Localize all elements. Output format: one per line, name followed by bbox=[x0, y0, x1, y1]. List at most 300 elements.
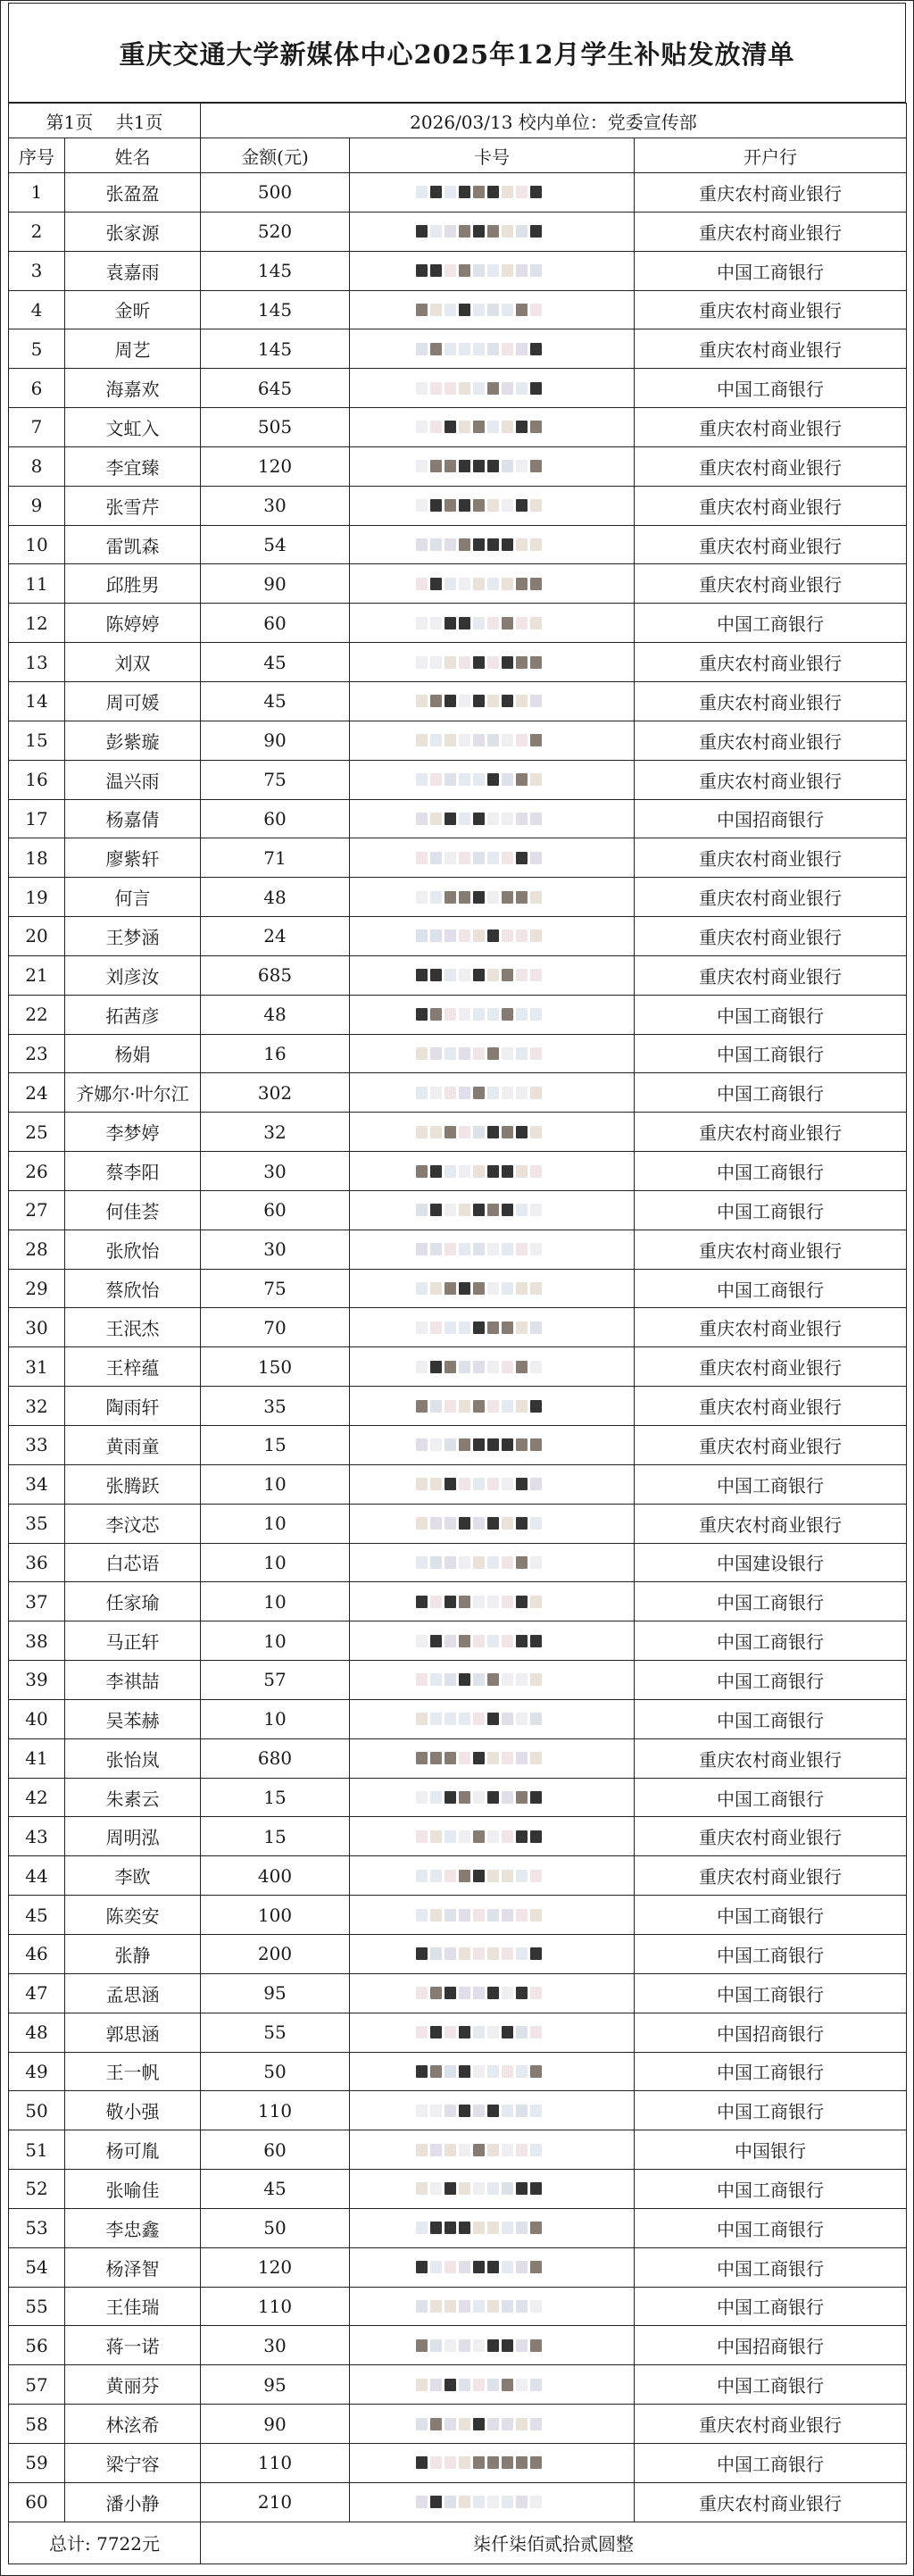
row-bank: 重庆农村商业银行 bbox=[635, 1113, 907, 1152]
row-bank: 中国工商银行 bbox=[635, 1621, 907, 1661]
redacted-card-number bbox=[416, 617, 568, 629]
header-no: 序号 bbox=[9, 138, 65, 173]
row-card bbox=[350, 1738, 635, 1778]
row-no: 45 bbox=[9, 1896, 65, 1935]
row-amount: 120 bbox=[201, 2247, 350, 2287]
row-no: 51 bbox=[9, 2130, 65, 2170]
row-name: 白芯语 bbox=[65, 1543, 201, 1582]
header-amount: 金额(元) bbox=[201, 138, 350, 173]
row-card bbox=[350, 878, 635, 917]
row-bank: 中国工商银行 bbox=[635, 604, 907, 643]
row-card bbox=[350, 2287, 635, 2326]
redacted-card-number bbox=[416, 1830, 568, 1843]
redacted-card-number bbox=[416, 1596, 568, 1608]
row-amount: 95 bbox=[201, 2365, 350, 2405]
table-row bbox=[9, 604, 907, 643]
row-name: 袁嘉雨 bbox=[65, 251, 201, 290]
table-row bbox=[9, 1817, 907, 1856]
row-bank: 中国工商银行 bbox=[635, 1661, 907, 1700]
redacted-card-number bbox=[416, 225, 568, 238]
table-row bbox=[9, 2365, 907, 2405]
row-amount: 60 bbox=[201, 1190, 350, 1230]
row-name: 蔡欣怡 bbox=[65, 1269, 201, 1308]
table-row bbox=[9, 1464, 907, 1504]
header-card: 卡号 bbox=[350, 138, 635, 173]
row-no: 3 bbox=[9, 251, 65, 290]
row-name: 李宜臻 bbox=[65, 446, 201, 486]
row-bank: 重庆农村商业银行 bbox=[635, 955, 907, 995]
row-amount: 120 bbox=[201, 446, 350, 486]
redacted-card-number bbox=[416, 1791, 568, 1804]
row-card bbox=[350, 486, 635, 525]
row-no: 48 bbox=[9, 2013, 65, 2052]
redacted-card-number bbox=[416, 2496, 568, 2508]
redacted-card-number bbox=[416, 2300, 568, 2313]
row-no: 57 bbox=[9, 2365, 65, 2405]
redacted-card-number bbox=[416, 578, 568, 590]
row-card bbox=[350, 2443, 635, 2482]
row-card bbox=[350, 329, 635, 369]
row-amount: 32 bbox=[201, 1113, 350, 1152]
redacted-card-number bbox=[416, 2144, 568, 2156]
row-amount: 10 bbox=[201, 1464, 350, 1504]
row-name: 杨嘉倩 bbox=[65, 799, 201, 838]
table-row bbox=[9, 2482, 907, 2522]
row-bank: 重庆农村商业银行 bbox=[635, 1426, 907, 1465]
row-name: 杨娟 bbox=[65, 1034, 201, 1073]
row-amount: 60 bbox=[201, 2130, 350, 2170]
row-name: 王泯杰 bbox=[65, 1308, 201, 1347]
table-row bbox=[9, 446, 907, 486]
table-row bbox=[9, 1699, 907, 1738]
row-name: 何佳荟 bbox=[65, 1190, 201, 1230]
table-row bbox=[9, 955, 907, 995]
row-name: 王梦涵 bbox=[65, 917, 201, 956]
redacted-card-number bbox=[416, 1165, 568, 1178]
row-amount: 302 bbox=[201, 1073, 350, 1113]
row-no: 26 bbox=[9, 1152, 65, 1191]
redacted-card-number bbox=[416, 2182, 568, 2195]
redacted-card-number bbox=[416, 2065, 568, 2078]
redacted-card-number bbox=[416, 1126, 568, 1138]
row-card bbox=[350, 917, 635, 956]
row-bank: 重庆农村商业银行 bbox=[635, 838, 907, 878]
row-no: 12 bbox=[9, 604, 65, 643]
redacted-card-number bbox=[416, 1947, 568, 1960]
redacted-card-number bbox=[416, 460, 568, 472]
row-amount: 70 bbox=[201, 1308, 350, 1347]
row-no: 60 bbox=[9, 2482, 65, 2522]
row-name: 杨泽智 bbox=[65, 2247, 201, 2287]
row-bank: 中国工商银行 bbox=[635, 1269, 907, 1308]
row-card bbox=[350, 604, 635, 643]
row-amount: 48 bbox=[201, 995, 350, 1034]
row-card bbox=[350, 1543, 635, 1582]
table-row bbox=[9, 1269, 907, 1308]
row-card bbox=[350, 1817, 635, 1856]
row-bank: 重庆农村商业银行 bbox=[635, 878, 907, 917]
row-bank: 中国工商银行 bbox=[635, 2365, 907, 2405]
row-no: 37 bbox=[9, 1582, 65, 1621]
row-amount: 75 bbox=[201, 760, 350, 799]
table-row bbox=[9, 251, 907, 290]
table-row bbox=[9, 525, 907, 564]
redacted-card-number bbox=[416, 186, 568, 198]
page-info bbox=[9, 104, 201, 138]
row-name: 张静 bbox=[65, 1934, 201, 1973]
row-name: 郭思涵 bbox=[65, 2013, 201, 2052]
table-row bbox=[9, 1661, 907, 1700]
redacted-card-number bbox=[416, 1243, 568, 1255]
redacted-card-number bbox=[416, 695, 568, 707]
table-row bbox=[9, 369, 907, 408]
table-row bbox=[9, 1347, 907, 1387]
row-card bbox=[350, 2208, 635, 2247]
row-no: 6 bbox=[9, 369, 65, 408]
redacted-card-number bbox=[416, 1087, 568, 1099]
redacted-card-number bbox=[416, 1204, 568, 1216]
row-bank: 中国工商银行 bbox=[635, 1699, 907, 1738]
redacted-card-number bbox=[416, 813, 568, 825]
table-row bbox=[9, 2443, 907, 2482]
row-card bbox=[350, 1778, 635, 1817]
row-name: 马正轩 bbox=[65, 1621, 201, 1661]
redacted-card-number bbox=[416, 2339, 568, 2352]
row-name: 刘彦汝 bbox=[65, 955, 201, 995]
row-no: 28 bbox=[9, 1230, 65, 1269]
table-row bbox=[9, 212, 907, 251]
redacted-card-number bbox=[416, 499, 568, 512]
row-card bbox=[350, 1034, 635, 1073]
row-no: 1 bbox=[9, 173, 65, 213]
row-amount: 48 bbox=[201, 878, 350, 917]
row-amount: 100 bbox=[201, 1896, 350, 1935]
row-amount: 145 bbox=[201, 290, 350, 329]
row-no: 11 bbox=[9, 564, 65, 604]
row-card bbox=[350, 760, 635, 799]
row-no: 21 bbox=[9, 955, 65, 995]
header-name: 姓名 bbox=[65, 138, 201, 173]
row-bank: 中国工商银行 bbox=[635, 369, 907, 408]
row-no: 19 bbox=[9, 878, 65, 917]
row-amount: 110 bbox=[201, 2443, 350, 2482]
table-row bbox=[9, 2130, 907, 2170]
row-name: 邱胜男 bbox=[65, 564, 201, 604]
redacted-card-number bbox=[416, 1635, 568, 1647]
row-name: 吴苯赫 bbox=[65, 1699, 201, 1738]
redacted-card-number bbox=[416, 264, 568, 277]
row-name: 王一帆 bbox=[65, 2052, 201, 2091]
redacted-card-number bbox=[416, 1321, 568, 1334]
row-name: 周可媛 bbox=[65, 681, 201, 721]
row-card bbox=[350, 251, 635, 290]
row-card bbox=[350, 1934, 635, 1973]
row-amount: 10 bbox=[201, 1621, 350, 1661]
table-row bbox=[9, 2170, 907, 2209]
table-row bbox=[9, 173, 907, 213]
row-no: 23 bbox=[9, 1034, 65, 1073]
table-row bbox=[9, 1778, 907, 1817]
redacted-card-number bbox=[416, 891, 568, 904]
row-no: 41 bbox=[9, 1738, 65, 1778]
row-card bbox=[350, 1856, 635, 1896]
row-amount: 680 bbox=[201, 1738, 350, 1778]
row-no: 44 bbox=[9, 1856, 65, 1896]
row-amount: 16 bbox=[201, 1034, 350, 1073]
table-row bbox=[9, 1073, 907, 1113]
table-row bbox=[9, 408, 907, 447]
table-row bbox=[9, 1543, 907, 1582]
row-amount: 30 bbox=[201, 1230, 350, 1269]
redacted-card-number bbox=[416, 734, 568, 746]
row-bank: 中国工商银行 bbox=[635, 1464, 907, 1504]
row-amount: 110 bbox=[201, 2091, 350, 2130]
redacted-card-number bbox=[416, 538, 568, 551]
row-amount: 15 bbox=[201, 1778, 350, 1817]
row-name: 彭紫璇 bbox=[65, 721, 201, 760]
row-name: 何言 bbox=[65, 878, 201, 917]
row-amount: 30 bbox=[201, 1152, 350, 1191]
table-row bbox=[9, 1308, 907, 1347]
row-name: 李忠鑫 bbox=[65, 2208, 201, 2247]
row-no: 9 bbox=[9, 486, 65, 525]
row-card bbox=[350, 1464, 635, 1504]
row-card bbox=[350, 2013, 635, 2052]
redacted-card-number bbox=[416, 2105, 568, 2117]
row-card bbox=[350, 1387, 635, 1426]
row-amount: 10 bbox=[201, 1504, 350, 1543]
table-row bbox=[9, 1856, 907, 1896]
row-no: 47 bbox=[9, 1973, 65, 2013]
row-bank: 重庆农村商业银行 bbox=[635, 1230, 907, 1269]
row-no: 4 bbox=[9, 290, 65, 329]
row-bank: 重庆农村商业银行 bbox=[635, 681, 907, 721]
row-amount: 505 bbox=[201, 408, 350, 447]
row-name: 温兴雨 bbox=[65, 760, 201, 799]
row-name: 张欣怡 bbox=[65, 1230, 201, 1269]
page-number: 第1页 bbox=[46, 111, 94, 133]
row-name: 陈奕安 bbox=[65, 1896, 201, 1935]
meta-row bbox=[9, 104, 907, 138]
redacted-card-number bbox=[416, 930, 568, 942]
row-bank: 重庆农村商业银行 bbox=[635, 446, 907, 486]
row-no: 18 bbox=[9, 838, 65, 878]
table-row bbox=[9, 290, 907, 329]
row-bank: 重庆农村商业银行 bbox=[635, 721, 907, 760]
redacted-card-number bbox=[416, 773, 568, 786]
table-row bbox=[9, 681, 907, 721]
row-card bbox=[350, 1073, 635, 1113]
row-card bbox=[350, 2170, 635, 2209]
row-card bbox=[350, 799, 635, 838]
row-name: 陈婷婷 bbox=[65, 604, 201, 643]
row-card bbox=[350, 1269, 635, 1308]
row-name: 林泫希 bbox=[65, 2405, 201, 2444]
table-row bbox=[9, 329, 907, 369]
row-amount: 110 bbox=[201, 2287, 350, 2326]
table-row bbox=[9, 1113, 907, 1152]
row-card bbox=[350, 2405, 635, 2444]
redacted-card-number bbox=[416, 2261, 568, 2273]
row-bank: 中国建设银行 bbox=[635, 1543, 907, 1582]
row-bank: 重庆农村商业银行 bbox=[635, 1817, 907, 1856]
row-amount: 10 bbox=[201, 1582, 350, 1621]
row-amount: 90 bbox=[201, 721, 350, 760]
row-amount: 10 bbox=[201, 1543, 350, 1582]
row-amount: 90 bbox=[201, 564, 350, 604]
table-row bbox=[9, 564, 907, 604]
row-card bbox=[350, 2326, 635, 2365]
row-bank: 中国工商银行 bbox=[635, 2208, 907, 2247]
row-name: 王梓蕴 bbox=[65, 1347, 201, 1387]
row-name: 李梦婷 bbox=[65, 1113, 201, 1152]
row-amount: 55 bbox=[201, 2013, 350, 2052]
row-card bbox=[350, 446, 635, 486]
row-card bbox=[350, 1190, 635, 1230]
redacted-card-number bbox=[416, 1478, 568, 1490]
row-no: 35 bbox=[9, 1504, 65, 1543]
table-row bbox=[9, 917, 907, 956]
row-card bbox=[350, 1230, 635, 1269]
row-no: 31 bbox=[9, 1347, 65, 1387]
redacted-card-number bbox=[416, 1556, 568, 1569]
row-bank: 中国工商银行 bbox=[635, 1896, 907, 1935]
row-card bbox=[350, 643, 635, 682]
row-bank: 重庆农村商业银行 bbox=[635, 1504, 907, 1543]
row-amount: 90 bbox=[201, 2405, 350, 2444]
table-row bbox=[9, 1152, 907, 1191]
row-card bbox=[350, 1504, 635, 1543]
row-name: 拓茜彦 bbox=[65, 995, 201, 1034]
row-card bbox=[350, 212, 635, 251]
row-name: 敬小强 bbox=[65, 2091, 201, 2130]
row-bank: 中国招商银行 bbox=[635, 799, 907, 838]
row-no: 30 bbox=[9, 1308, 65, 1347]
row-bank: 重庆农村商业银行 bbox=[635, 408, 907, 447]
row-bank: 重庆农村商业银行 bbox=[635, 1387, 907, 1426]
table-row bbox=[9, 1582, 907, 1621]
row-card bbox=[350, 1621, 635, 1661]
table-row bbox=[9, 1896, 907, 1935]
redacted-card-number bbox=[416, 2026, 568, 2038]
row-name: 潘小静 bbox=[65, 2482, 201, 2522]
row-card bbox=[350, 2365, 635, 2405]
table-row bbox=[9, 2091, 907, 2130]
table-row bbox=[9, 1426, 907, 1465]
redacted-card-number bbox=[416, 1673, 568, 1686]
row-bank: 中国工商银行 bbox=[635, 1934, 907, 1973]
row-no: 43 bbox=[9, 1817, 65, 1856]
total-row bbox=[9, 2522, 907, 2563]
redacted-card-number bbox=[416, 1987, 568, 1999]
row-name: 张家源 bbox=[65, 212, 201, 251]
row-bank: 重庆农村商业银行 bbox=[635, 1856, 907, 1896]
row-name: 海嘉欢 bbox=[65, 369, 201, 408]
document-title: 重庆交通大学新媒体中心2025年12月学生补贴发放清单 bbox=[8, 3, 906, 103]
row-name: 黄丽芬 bbox=[65, 2365, 201, 2405]
header-row bbox=[9, 138, 907, 173]
row-name: 刘双 bbox=[65, 643, 201, 682]
row-bank: 重庆农村商业银行 bbox=[635, 564, 907, 604]
row-no: 38 bbox=[9, 1621, 65, 1661]
row-no: 54 bbox=[9, 2247, 65, 2287]
row-amount: 45 bbox=[201, 2170, 350, 2209]
row-amount: 75 bbox=[201, 1269, 350, 1308]
total-capital: 柒仟柒佰贰拾贰圆整 bbox=[201, 2522, 907, 2563]
row-bank: 重庆农村商业银行 bbox=[635, 643, 907, 682]
row-card bbox=[350, 290, 635, 329]
table-row bbox=[9, 878, 907, 917]
table-row bbox=[9, 486, 907, 525]
row-bank: 中国工商银行 bbox=[635, 1152, 907, 1191]
row-bank: 中国工商银行 bbox=[635, 995, 907, 1034]
table-row bbox=[9, 760, 907, 799]
row-name: 张盈盈 bbox=[65, 173, 201, 213]
redacted-card-number bbox=[416, 1047, 568, 1060]
row-amount: 54 bbox=[201, 525, 350, 564]
row-bank: 中国工商银行 bbox=[635, 2052, 907, 2091]
row-card bbox=[350, 1426, 635, 1465]
row-no: 20 bbox=[9, 917, 65, 956]
row-amount: 500 bbox=[201, 173, 350, 213]
row-bank: 重庆农村商业银行 bbox=[635, 173, 907, 213]
row-no: 17 bbox=[9, 799, 65, 838]
row-no: 49 bbox=[9, 2052, 65, 2091]
row-no: 36 bbox=[9, 1543, 65, 1582]
row-card bbox=[350, 2482, 635, 2522]
row-bank: 重庆农村商业银行 bbox=[635, 917, 907, 956]
row-amount: 145 bbox=[201, 329, 350, 369]
redacted-card-number bbox=[416, 1400, 568, 1413]
row-name: 陶雨轩 bbox=[65, 1387, 201, 1426]
redacted-card-number bbox=[416, 2418, 568, 2430]
row-amount: 35 bbox=[201, 1387, 350, 1426]
row-amount: 520 bbox=[201, 212, 350, 251]
table-row bbox=[9, 1034, 907, 1073]
row-card bbox=[350, 2091, 635, 2130]
row-no: 8 bbox=[9, 446, 65, 486]
row-amount: 30 bbox=[201, 486, 350, 525]
row-amount: 60 bbox=[201, 799, 350, 838]
table-row bbox=[9, 1190, 907, 1230]
row-card bbox=[350, 1113, 635, 1152]
row-no: 42 bbox=[9, 1778, 65, 1817]
row-name: 齐娜尔·叶尔江 bbox=[65, 1073, 201, 1113]
row-name: 杨可胤 bbox=[65, 2130, 201, 2170]
row-card bbox=[350, 369, 635, 408]
row-no: 50 bbox=[9, 2091, 65, 2130]
row-no: 29 bbox=[9, 1269, 65, 1308]
row-bank: 中国工商银行 bbox=[635, 1582, 907, 1621]
row-amount: 60 bbox=[201, 604, 350, 643]
table-row bbox=[9, 995, 907, 1034]
table-row bbox=[9, 2405, 907, 2444]
redacted-card-number bbox=[416, 2456, 568, 2469]
row-no: 56 bbox=[9, 2326, 65, 2365]
row-amount: 45 bbox=[201, 643, 350, 682]
row-name: 李欧 bbox=[65, 1856, 201, 1896]
redacted-card-number bbox=[416, 421, 568, 433]
row-bank: 中国工商银行 bbox=[635, 2443, 907, 2482]
row-no: 27 bbox=[9, 1190, 65, 1230]
row-bank: 中国工商银行 bbox=[635, 1034, 907, 1073]
row-card bbox=[350, 721, 635, 760]
table-row bbox=[9, 2247, 907, 2287]
row-name: 李祺喆 bbox=[65, 1661, 201, 1700]
row-card bbox=[350, 1308, 635, 1347]
row-no: 22 bbox=[9, 995, 65, 1034]
row-bank: 中国工商银行 bbox=[635, 1778, 907, 1817]
